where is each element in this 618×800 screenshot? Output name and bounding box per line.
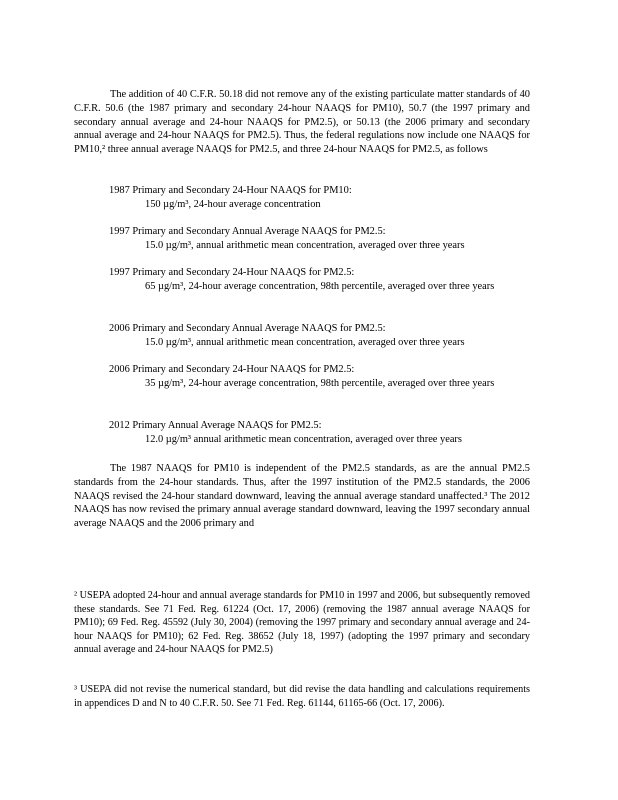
footnote-3: ³ USEPA did not revise the numerical standard, but did revise the data handling and calculations requirements in appendices D and N to 40 C.F.R. 50. See 71 Fed. Reg. 61144, 61165-66 (Oct. 17, 2006). [74, 684, 530, 709]
standard-heading: 1997 Primary and Secondary 24-Hour NAAQS for PM2.5: [109, 267, 355, 278]
standard-2006-24h-pm25 [109, 363, 529, 391]
standard-heading: 1997 Primary and Secondary Annual Average NAAQS for PM2.5: [109, 226, 386, 237]
independence-paragraph: The 1987 NAAQS for PM10 is independent of the PM2.5 standards, as are the annual PM2.5 standards from the 24-hour standards. Thus, after the 1997 institution of the PM2.5 standards, the 2006 NAAQS revised the 24-hour standard downward, leaving the annual average standard unaffected.³ The 2012 NAAQS has now revised the primary annual average standard downward, leaving the 1997 secondary annual average NAAQS and the 2006 primary and [74, 463, 530, 530]
standard-detail: 150 µg/m³, 24-hour average concentration [145, 198, 321, 210]
standard-detail: 15.0 µg/m³, annual arithmetic mean concentration, averaged over three years [145, 239, 465, 251]
standard-2006-annual-pm25 [109, 322, 529, 350]
intro-paragraph: The addition of 40 C.F.R. 50.18 did not remove any of the existing particulate matter standards of 40 C.F.R. 50.6 (the 1987 primary and secondary 24-hour NAAQS for PM10), 50.7 (the 1997 primary and secondary annual average and 24-hour NAAQS for PM2.5), or 50.13 (the 2006 primary and secondary annual average and 24-hour NAAQS for PM2.5). Thus, the federal regulations now include one NAAQS for PM10,² three annual average NAAQS for PM2.5, and three 24-hour NAAQS for PM2.5, as follows [74, 89, 530, 156]
standard-detail: 65 µg/m³, 24-hour average concentration, 98th percentile, averaged over three years [145, 280, 495, 292]
standard-2012-annual-pm25 [109, 419, 529, 447]
standard-1997-24h-pm25 [109, 266, 529, 294]
standard-1987-24h-pm10 [109, 184, 529, 212]
standard-heading: 1987 Primary and Secondary 24-Hour NAAQS for PM10: [109, 185, 352, 196]
standard-heading: 2006 Primary and Secondary Annual Average NAAQS for PM2.5: [109, 323, 386, 334]
standard-detail: 12.0 µg/m³ annual arithmetic mean concentration, averaged over three years [145, 433, 462, 445]
standard-heading: 2006 Primary and Secondary 24-Hour NAAQS for PM2.5: [109, 364, 355, 375]
standard-heading: 2012 Primary Annual Average NAAQS for PM2.5: [109, 420, 322, 431]
standard-detail: 15.0 µg/m³, annual arithmetic mean concentration, averaged over three years [145, 336, 465, 348]
standard-1997-annual-pm25 [109, 225, 529, 253]
footnote-2: ² USEPA adopted 24-hour and annual average standards for PM10 in 1997 and 2006, but subsequently removed these standards. See 71 Fed. Reg. 61224 (Oct. 17, 2006) (removing the 1987 annual average NAAQS for PM10); 69 Fed. Reg. 45592 (July 30, 2004) (removing the 1997 primary and secondary annual average and 24-hour NAAQS for PM10); 62 Fed. Reg. 38652 (July 18, 1997) (adopting the 1997 primary and secondary annual average and 24-hour NAAQS for PM2.5) [74, 590, 530, 656]
standard-detail: 35 µg/m³, 24-hour average concentration, 98th percentile, averaged over three years [145, 377, 495, 389]
